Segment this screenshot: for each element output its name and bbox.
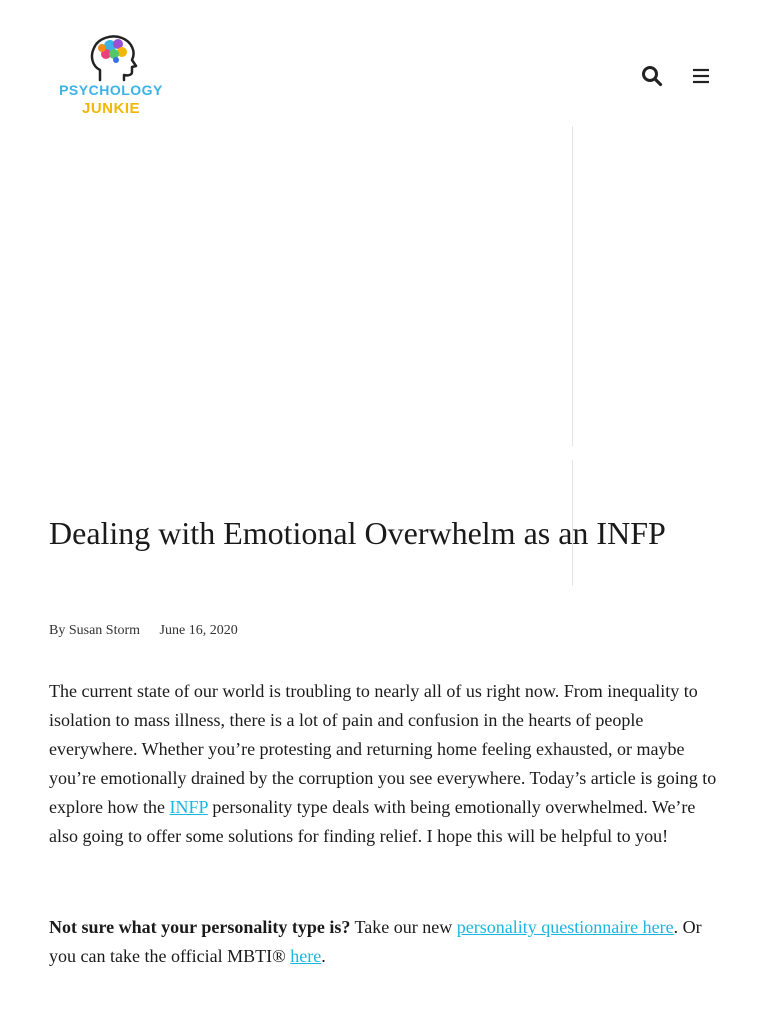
vertical-divider <box>572 126 573 446</box>
search-icon <box>640 64 664 88</box>
search-button[interactable] <box>640 64 664 88</box>
questionnaire-text-3: . <box>321 946 326 966</box>
intro-text-part1: The current state of our world is troubling to nearly all of us right now. From inequality to isolation to mass illness, there is a lot of pain and confusion in the hearts of people everywhere. Whether you’re protesting and returning home feeling exhausted, or maybe you’re emotionally drained by the corruption you see everywhere. Today’s article is going to explore how the <box>49 681 717 817</box>
article-meta <box>49 623 238 639</box>
logo-text-junkie: JUNKIE <box>81 100 140 117</box>
questionnaire-text-2: . Or you can take the official MBTI® <box>49 917 702 966</box>
intro-paragraph <box>49 677 719 851</box>
questionnaire-bold-text: Not sure what your personality type is? <box>49 917 351 937</box>
publish-date: June 16, 2020 <box>159 623 238 638</box>
questionnaire-text-1: Take our new <box>350 917 457 937</box>
head-brain-icon <box>48 30 174 86</box>
menu-button[interactable] <box>689 64 713 88</box>
author-name[interactable]: Susan Storm <box>68 623 141 638</box>
infp-link[interactable]: INFP <box>169 797 208 817</box>
site-header <box>0 0 768 125</box>
questionnaire-paragraph <box>49 913 719 971</box>
logo-text-psychology: PSYCHOLOGY <box>59 82 163 98</box>
mbti-here-link[interactable]: here <box>290 946 322 966</box>
site-logo[interactable] <box>48 30 174 124</box>
hamburger-menu-icon <box>689 64 713 88</box>
personality-questionnaire-link[interactable]: personality questionnaire here <box>456 917 674 937</box>
author-prefix: By <box>49 623 66 638</box>
intro-text-part2: personality type deals with being emotionally overwhelmed. We’re also going to offer some solutions for finding relief. I hope this will be helpful to you! <box>49 797 696 846</box>
article-title: Dealing with Emotional Overwhelm as an INFP <box>49 515 666 551</box>
